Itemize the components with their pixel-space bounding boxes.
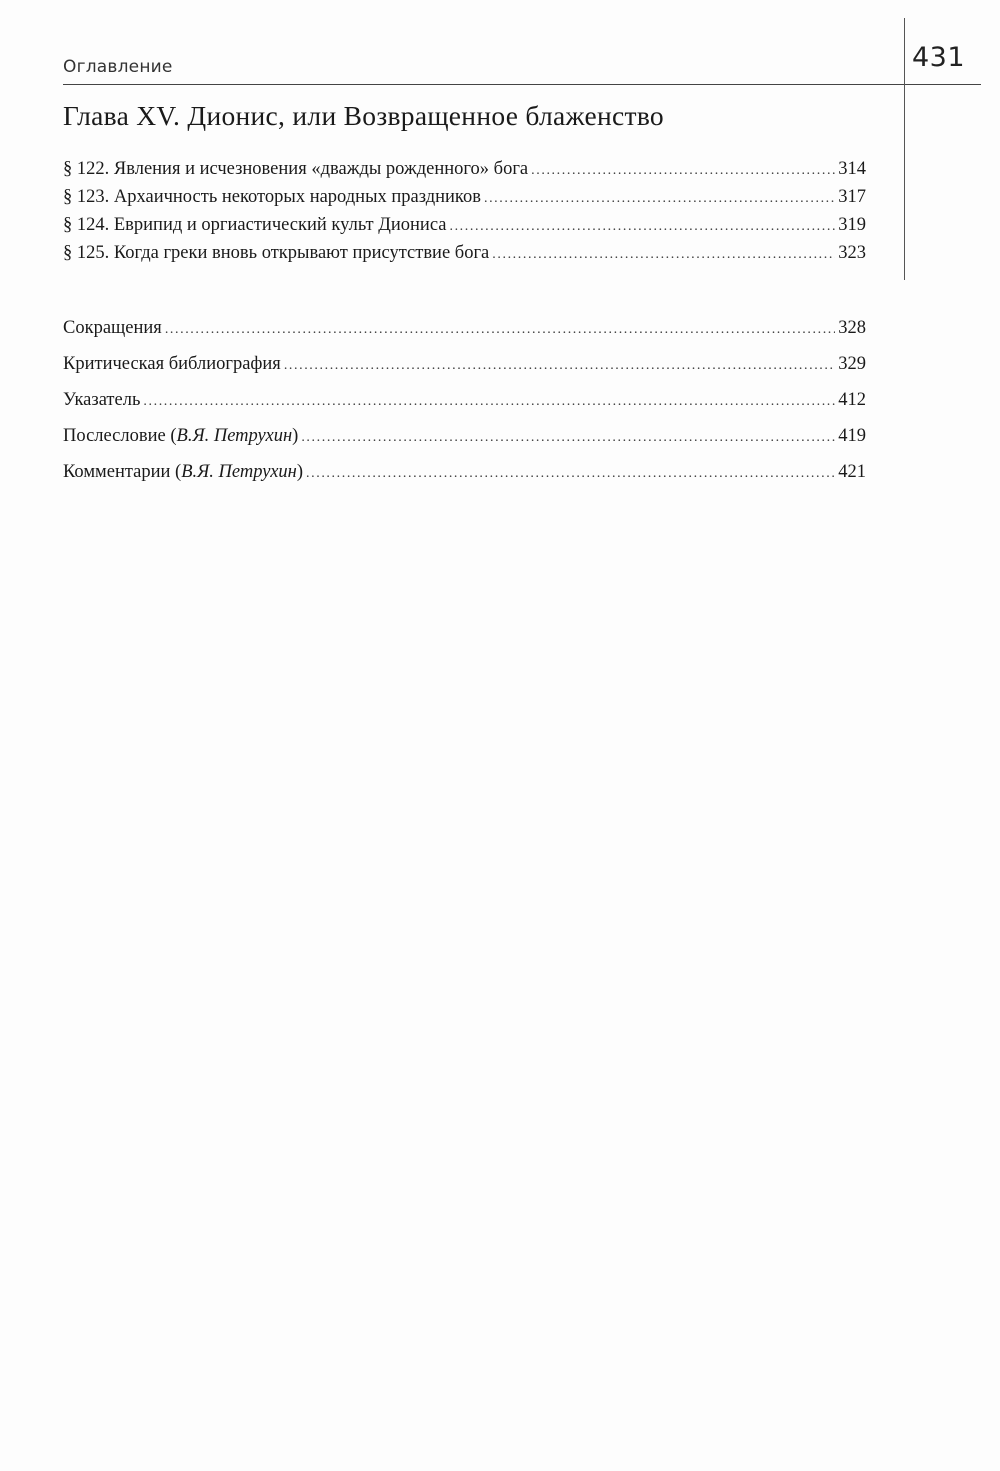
toc-entry[interactable] <box>63 310 866 346</box>
toc-entry-label: Комментарии (В.Я. Петрухин) <box>63 462 304 482</box>
toc-entry-page: 317 <box>838 187 866 207</box>
toc-entry-page: 314 <box>838 159 866 179</box>
toc-entry-label: § 125. Когда греки вновь открывают присутствие бога <box>63 243 490 263</box>
dot-leader <box>484 185 835 213</box>
toc-sections <box>63 155 866 267</box>
toc-entry-label: Сокращения <box>63 318 162 338</box>
toc-entry-label: Послесловие (В.Я. Петрухин) <box>63 426 299 446</box>
margin-rule <box>904 18 905 280</box>
toc-entry[interactable] <box>63 211 866 239</box>
toc-entry[interactable] <box>63 418 866 454</box>
dot-leader <box>165 312 835 348</box>
header-rule <box>63 84 981 85</box>
toc-entry[interactable] <box>63 454 866 490</box>
toc-entry-label: § 122. Явления и исчезновения «дважды рожденного» бога <box>63 159 529 179</box>
toc-entry[interactable] <box>63 155 866 183</box>
toc-entry-page: 419 <box>838 426 866 446</box>
toc-entry[interactable] <box>63 382 866 418</box>
dot-leader <box>301 420 835 456</box>
author-name: В.Я. Петрухин <box>181 462 297 482</box>
toc-entry-label: Указатель <box>63 390 141 410</box>
toc-entry-page: 412 <box>838 390 866 410</box>
toc-entry-label: § 123. Архаичность некоторых народных праздников <box>63 187 481 207</box>
chapter-title: Глава XV. Дионис, или Возвращенное блаженство <box>63 100 664 131</box>
dot-leader <box>284 348 835 384</box>
dot-leader <box>492 241 835 269</box>
toc-entry[interactable] <box>63 239 866 267</box>
toc-entry-page: 329 <box>838 354 866 374</box>
dot-leader <box>531 157 835 185</box>
toc-entry[interactable] <box>63 183 866 211</box>
toc-entry-page: 328 <box>838 318 866 338</box>
toc-back-matter <box>63 310 866 490</box>
author-name: В.Я. Петрухин <box>176 426 293 446</box>
running-head: Оглавление <box>63 57 173 77</box>
toc-entry-label: § 124. Еврипид и оргиастический культ Диониса <box>63 215 447 235</box>
toc-entry-label: Критическая библиография <box>63 354 281 374</box>
toc-entry-page: 323 <box>838 243 866 263</box>
page-number: 431 <box>912 42 966 73</box>
toc-entry[interactable] <box>63 346 866 382</box>
toc-entry-page: 421 <box>838 462 866 482</box>
dot-leader <box>306 456 835 492</box>
dot-leader <box>449 213 835 241</box>
toc-entry-page: 319 <box>838 215 866 235</box>
dot-leader <box>143 384 835 420</box>
